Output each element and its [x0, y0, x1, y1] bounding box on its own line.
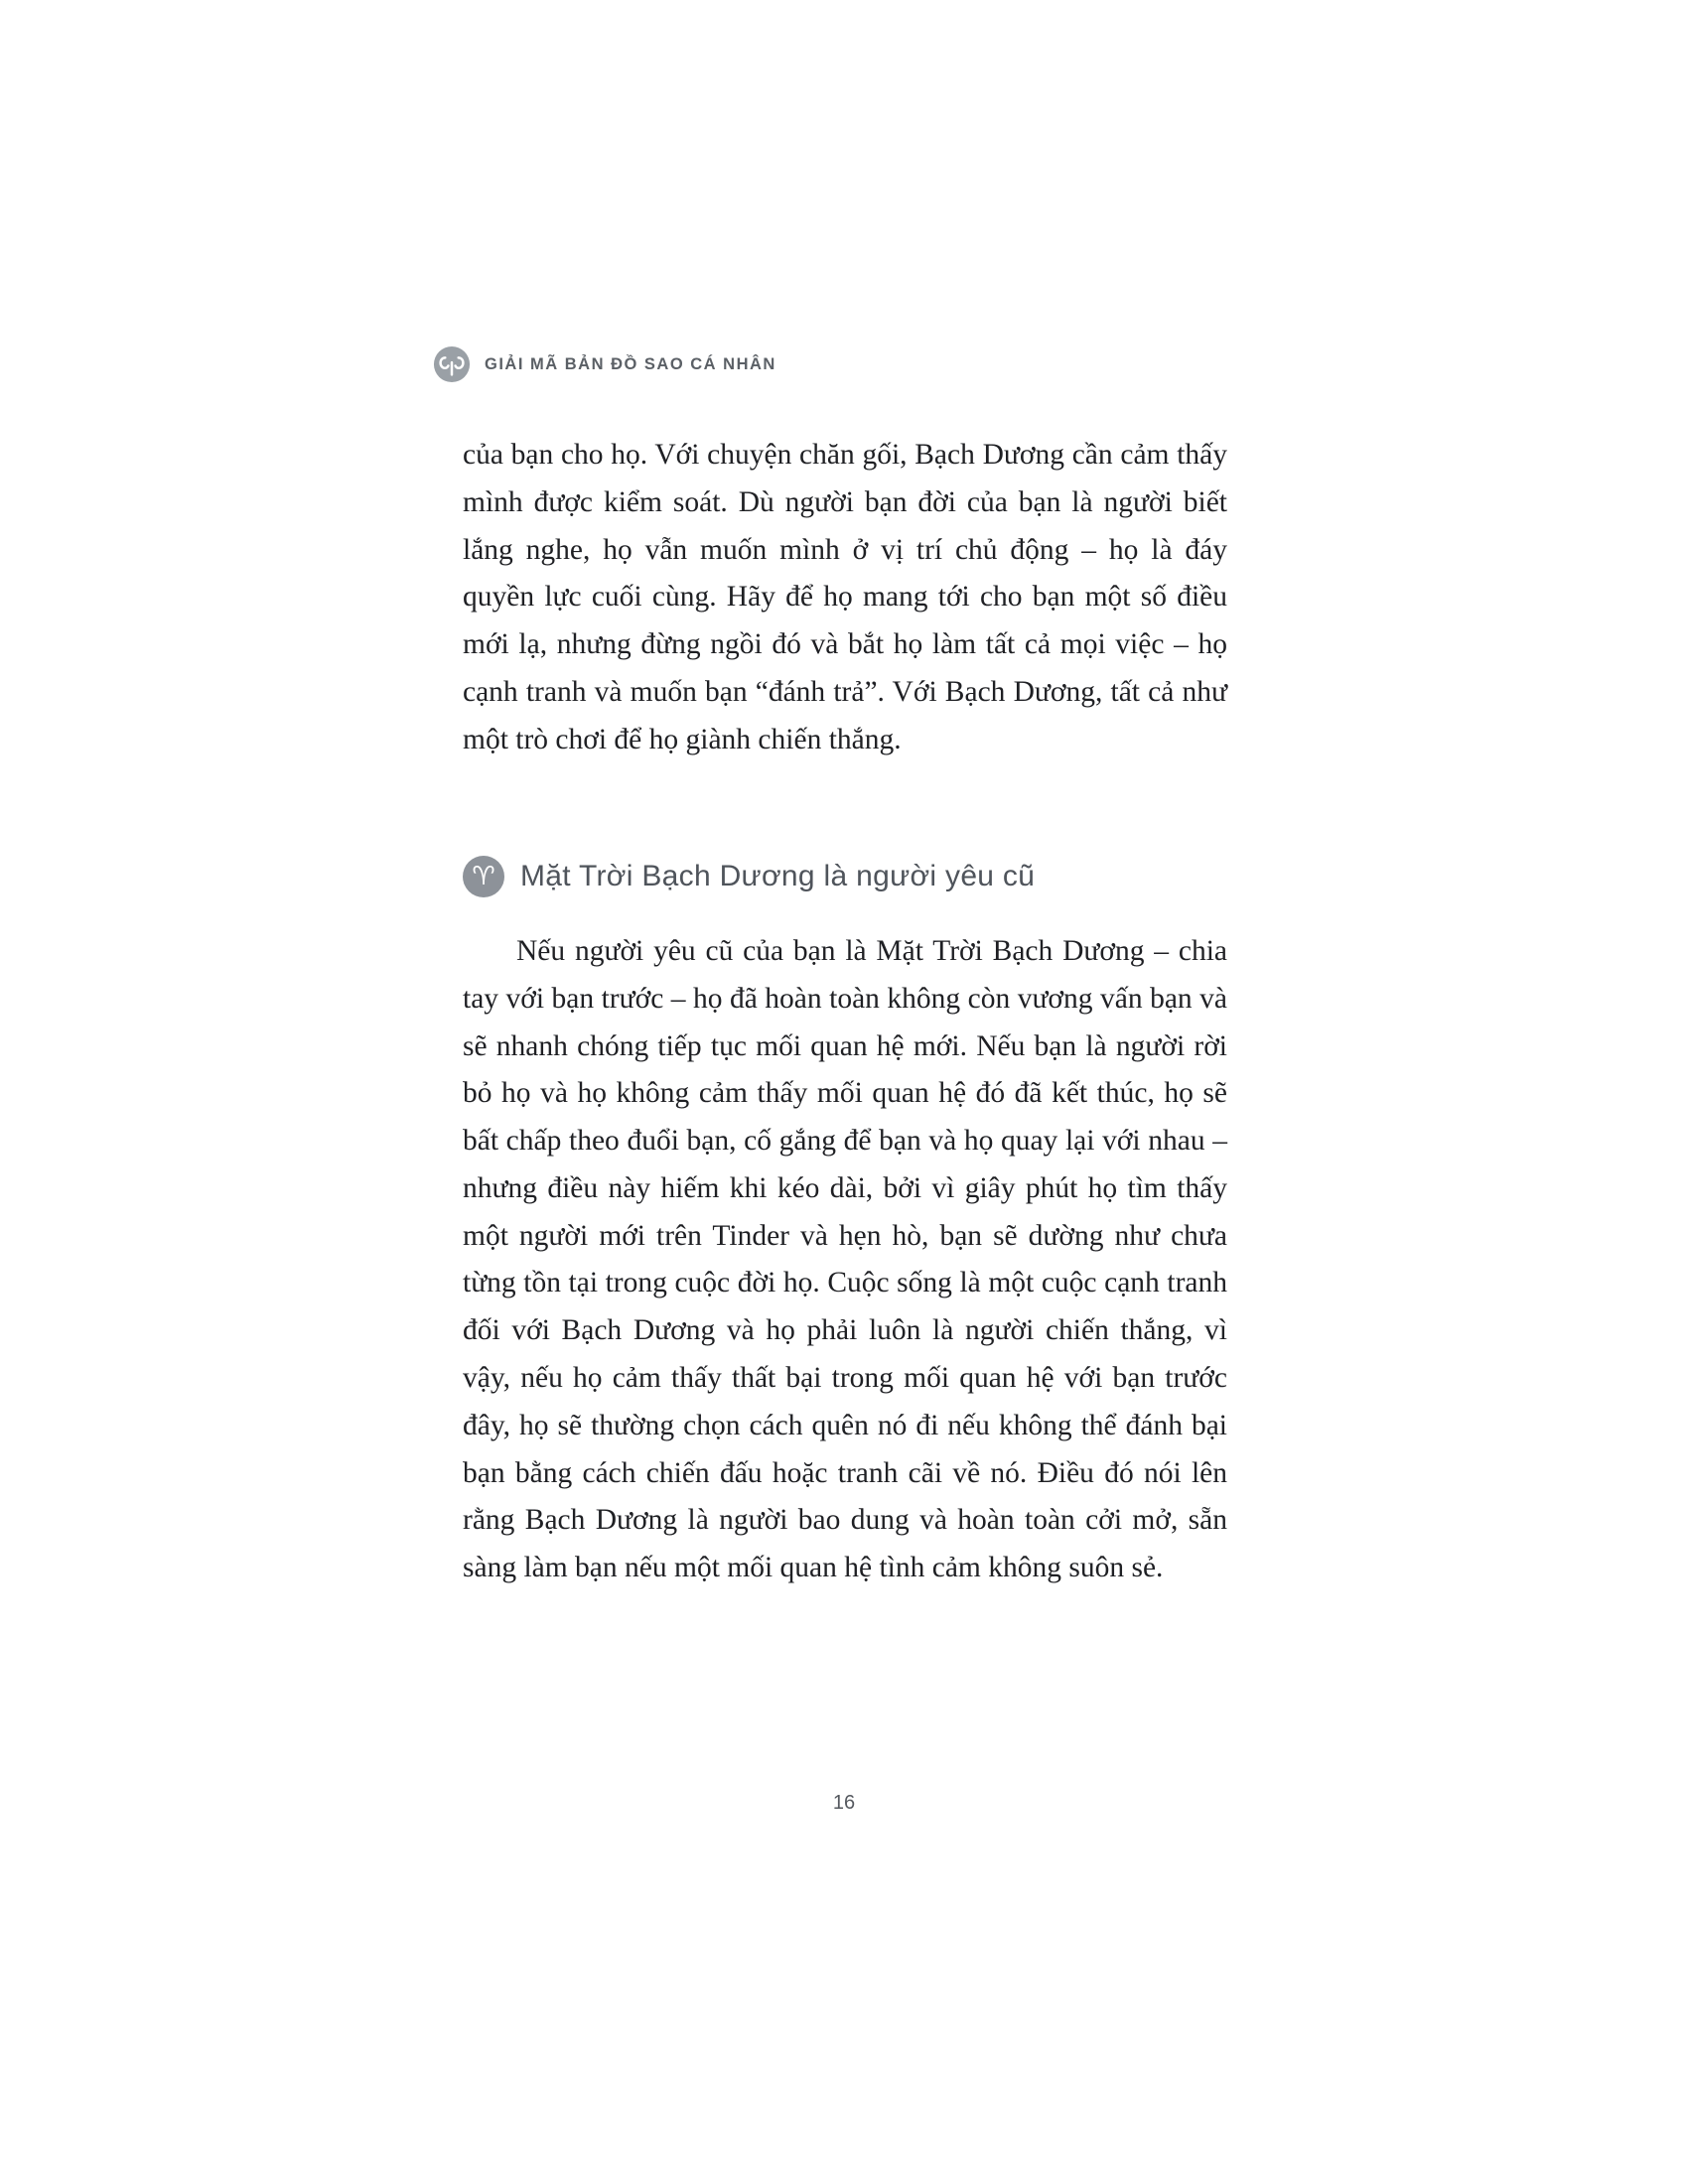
running-head-label: GIẢI MÃ BẢN ĐỒ SAO CÁ NHÂN — [485, 354, 776, 373]
aries-ram-icon — [433, 345, 471, 383]
section-title: Mặt Trời Bạch Dương là người yêu cũ — [520, 860, 1036, 892]
body-paragraph: Nếu người yêu cũ của bạn là Mặt Trời Bạch Dương – chia tay với bạn trước – họ đã hoàn toàn không còn vương vấn bạn và sẽ nhanh chóng tiếp tục mối quan hệ mới. Nếu bạn là người rời bỏ họ và họ không cảm thấy mối quan hệ đó đã kết thúc, họ sẽ bất chấp theo đuổi bạn, cố gắng để bạn và họ quay lại với nhau – nhưng điều này hiếm khi kéo dài, bởi vì giây phút họ tìm thấy một người mới trên Tinder và hẹn hò, bạn sẽ dường như chưa từng tồn tại trong cuộc đời họ. Cuộc sống là một cuộc cạnh tranh đối với Bạch Dương và họ phải luôn là người chiến thắng, vì vậy, nếu họ cảm thấy thất bại trong mối quan hệ với bạn trước đây, họ sẽ thường chọn cách quên nó đi nếu không thể đánh bại bạn bằng cách chiến đấu hoặc tranh cãi về nó. Điều đó nói lên rằng Bạch Dương là người bao dung và hoàn toàn cởi mở, sẵn sàng làm bạn nếu một mối quan hệ tình cảm không suôn sẻ. — [463, 935, 1227, 1584]
running-head — [433, 345, 776, 383]
page-number: 16 — [832, 1792, 856, 1814]
section-heading — [463, 856, 1227, 897]
section-body-block — [463, 928, 1227, 1592]
section-heading-block — [463, 856, 1227, 927]
aries-glyph-icon — [463, 856, 504, 897]
body-paragraph: của bạn cho họ. Với chuyện chăn gối, Bạch Dương cần cảm thấy mình được kiểm soát. Dù người bạn đời của bạn là người biết lắng nghe, họ vẫn muốn mình ở vị trí chủ động – họ là đáy quyền lực cuối cùng. Hãy để họ mang tới cho bạn một số điều mới lạ, nhưng đừng ngồi đó và bắt họ làm tất cả mọi việc – họ cạnh tranh và muốn bạn “đánh trả”. Với Bạch Dương, tất cả như một trò chơi để họ giành chiến thắng. — [463, 439, 1227, 755]
paragraph-block-continuation — [463, 432, 1227, 763]
aries-glyph: ♈ — [472, 862, 495, 891]
